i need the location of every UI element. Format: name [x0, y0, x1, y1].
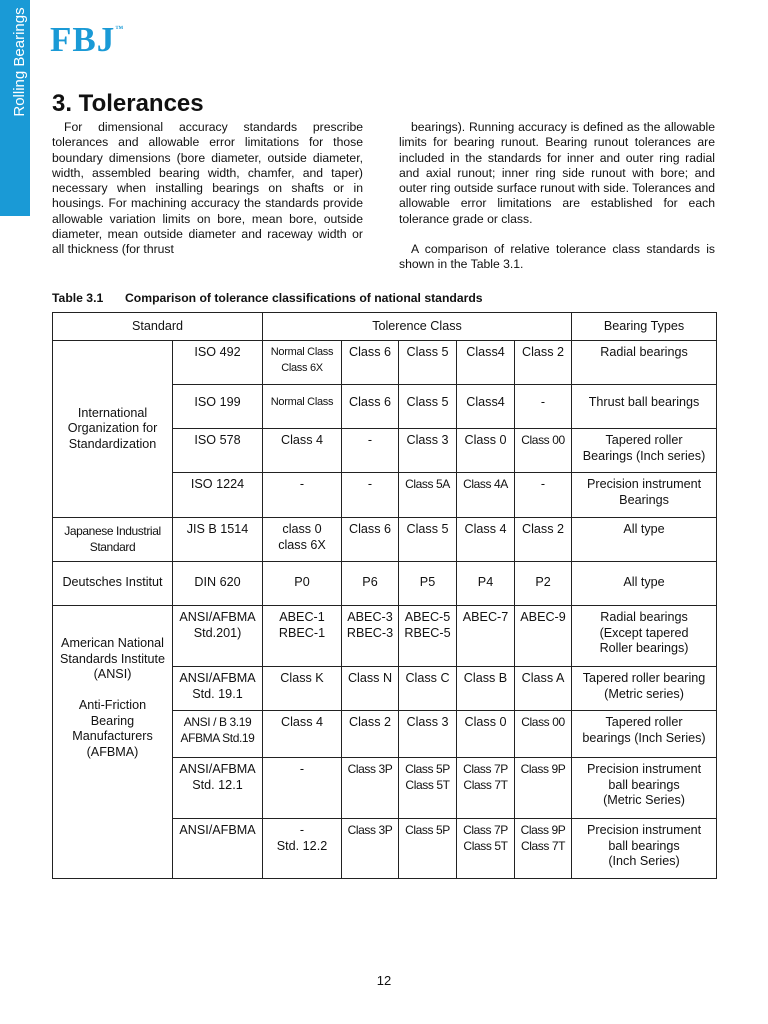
- cell: Tapered roller Bearings (Inch series): [572, 429, 717, 473]
- cell: ABEC-7: [457, 606, 515, 667]
- cell: Precision instrument ball bearings (Metric Series): [572, 758, 717, 819]
- table-row: [53, 606, 717, 667]
- table-header-row: [53, 313, 717, 341]
- cell: -: [342, 473, 399, 518]
- cell: Class 5: [399, 341, 457, 385]
- cell: Class 5: [399, 518, 457, 562]
- page-title: 3. Tolerances: [52, 90, 204, 117]
- cell: -: [515, 385, 572, 429]
- cell: Class 2: [342, 711, 399, 758]
- cell: ANSI/AFBMA Std. 12.1: [173, 758, 263, 819]
- cell: P2: [515, 562, 572, 606]
- cell: Class 00: [515, 429, 572, 473]
- table-row: [53, 518, 717, 562]
- group-jis: Japanese Industrial Standard: [53, 518, 173, 562]
- table-row: [53, 562, 717, 606]
- cell: Class 4A: [457, 473, 515, 518]
- cell: Class 2: [515, 341, 572, 385]
- group-din: Deutsches Institut: [53, 562, 173, 606]
- cell: ABEC-3 RBEC-3: [342, 606, 399, 667]
- cell: Class 3P: [342, 819, 399, 879]
- cell: ANSI/AFBMA Std. 19.1: [173, 667, 263, 711]
- header-standard: Standard: [53, 313, 263, 341]
- cell: Precision instrument Bearings: [572, 473, 717, 518]
- cell: Class 5A: [399, 473, 457, 518]
- tolerance-comparison-table: [52, 312, 717, 879]
- cell: ANSI/AFBMA: [173, 819, 263, 879]
- table-caption: [52, 291, 483, 305]
- cell: Class4: [457, 385, 515, 429]
- cell: P0: [263, 562, 342, 606]
- cell: Class 4: [263, 711, 342, 758]
- section-side-tab: [0, 0, 30, 216]
- cell: Class 3: [399, 429, 457, 473]
- header-tolerance-class: Tolerence Class: [263, 313, 572, 341]
- paragraph-intro: For dimensional accuracy standards prescribe tolerances and allowable error limitations for those boundary dimensions (bore diameter, outside diameter, width, assembled bearing width, chamfer, and taper) necessary when installing bearings on shafts or in housings. For machining accuracy the standards provide allowable variation limits on bore, mean bore, outside diameter, mean outside diameter and raceway width or all thickness (for thrust: [52, 120, 363, 257]
- cell: P6: [342, 562, 399, 606]
- cell: Class K: [263, 667, 342, 711]
- cell: ANSI / B 3.19 AFBMA Std.19: [173, 711, 263, 758]
- fbj-logo: FBJ™: [50, 20, 125, 59]
- group-ansi: American National Standards Institute (ANSI) Anti-Friction Bearing Manufacturers (AFBMA): [53, 606, 173, 879]
- cell: Class 5: [399, 385, 457, 429]
- cell: Tapered roller bearings (Inch Series): [572, 711, 717, 758]
- cell: Class 6: [342, 341, 399, 385]
- cell: Class 3P: [342, 758, 399, 819]
- cell: Radial bearings: [572, 341, 717, 385]
- cell: Class 4: [457, 518, 515, 562]
- cell: Class 6: [342, 385, 399, 429]
- group-iso: International Organization for Standardization: [53, 341, 173, 518]
- text-column-right: [399, 120, 715, 273]
- cell: Normal Class Class 6X: [263, 341, 342, 385]
- cell: -: [263, 473, 342, 518]
- cell: Thrust ball bearings: [572, 385, 717, 429]
- cell: Normal Class: [263, 385, 342, 429]
- cell: Class 7P Class 7T: [457, 758, 515, 819]
- cell: Tapered roller bearing (Metric series): [572, 667, 717, 711]
- cell: Class N: [342, 667, 399, 711]
- cell: Class 00: [515, 711, 572, 758]
- cell: Class 0: [457, 429, 515, 473]
- paragraph-running-accuracy: bearings). Running accuracy is defined as the allowable limits for bearing runout. Bearing runout tolerances are included in the standards for inner and outer ring radial and axial runout; inner ring side runout with bore; and outer ring outside surface runout with side. Tolerances and allowable error limitations are established for each tolerance grade or class.: [399, 120, 715, 226]
- cell: Class 7P Class 5T: [457, 819, 515, 879]
- cell: Precision instrument ball bearings (Inch Series): [572, 819, 717, 879]
- cell: Radial bearings (Except tapered Roller bearings): [572, 606, 717, 667]
- cell: DIN 620: [173, 562, 263, 606]
- cell: Class 4: [263, 429, 342, 473]
- cell: Class 9P: [515, 758, 572, 819]
- cell: ISO 578: [173, 429, 263, 473]
- cell: Class A: [515, 667, 572, 711]
- cell: ISO 492: [173, 341, 263, 385]
- cell: Class 0: [457, 711, 515, 758]
- table-title: Comparison of tolerance classifications of national standards: [125, 291, 483, 305]
- cell: Class4: [457, 341, 515, 385]
- cell: Class 6: [342, 518, 399, 562]
- header-bearing-types: Bearing Types: [572, 313, 717, 341]
- cell: Class 5P Class 5T: [399, 758, 457, 819]
- cell: All type: [572, 562, 717, 606]
- text-column-left: [52, 120, 363, 258]
- cell: ANSI/AFBMA Std.201): [173, 606, 263, 667]
- cell: -: [515, 473, 572, 518]
- cell: -: [342, 429, 399, 473]
- page-number: 12: [376, 973, 392, 988]
- cell: Class C: [399, 667, 457, 711]
- cell: Class B: [457, 667, 515, 711]
- table-row: [53, 341, 717, 385]
- cell: ABEC-9: [515, 606, 572, 667]
- cell: class 0 class 6X: [263, 518, 342, 562]
- paragraph-comparison: A comparison of relative tolerance class standards is shown in the Table 3.1.: [399, 242, 715, 272]
- cell: P5: [399, 562, 457, 606]
- cell: Class 3: [399, 711, 457, 758]
- cell: ISO 1224: [173, 473, 263, 518]
- cell: Class 9P Class 7T: [515, 819, 572, 879]
- cell: -: [263, 758, 342, 819]
- section-side-tab-label: Rolling Bearings: [11, 7, 28, 117]
- cell: Class 2: [515, 518, 572, 562]
- cell: P4: [457, 562, 515, 606]
- cell: - Std. 12.2: [263, 819, 342, 879]
- cell: Class 5P: [399, 819, 457, 879]
- table-number: Table 3.1: [52, 291, 104, 305]
- cell: All type: [572, 518, 717, 562]
- cell: JIS B 1514: [173, 518, 263, 562]
- cell: ABEC-1 RBEC-1: [263, 606, 342, 667]
- cell: ISO 199: [173, 385, 263, 429]
- cell: ABEC-5 RBEC-5: [399, 606, 457, 667]
